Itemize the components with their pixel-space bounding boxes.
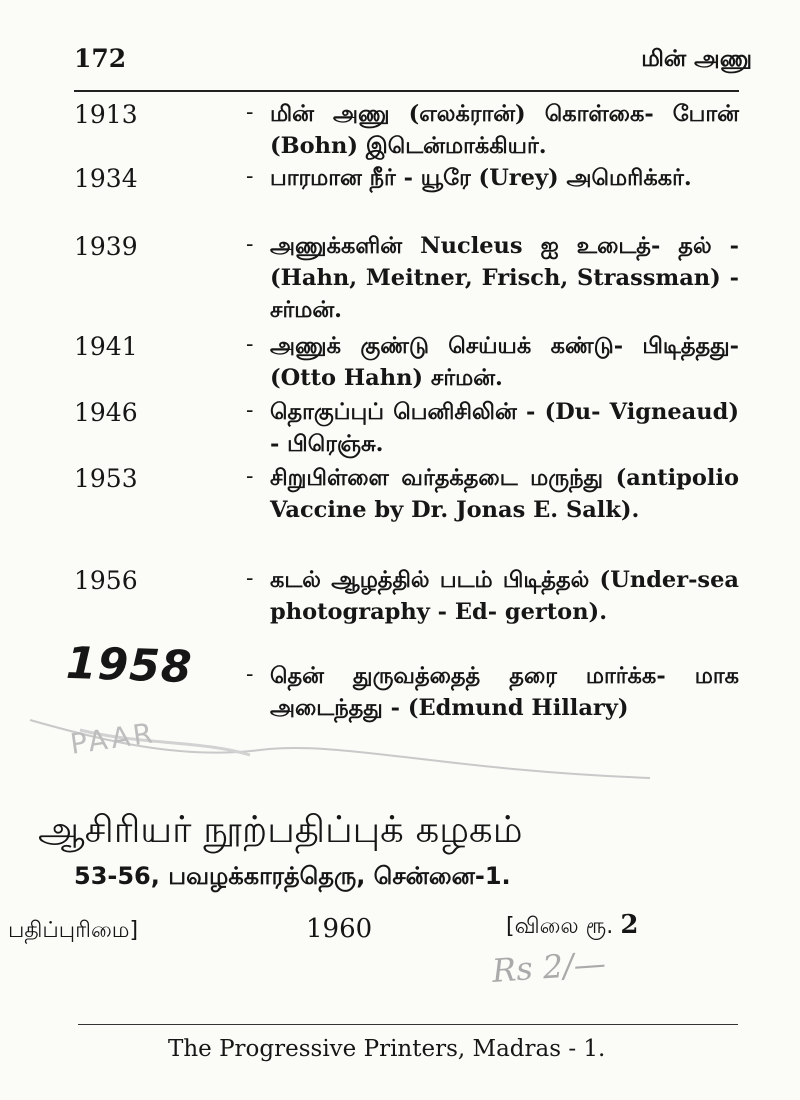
entry-dash: - [246,332,254,357]
entry-year: 1913 [74,100,138,129]
publisher-address: 53-56, பவழக்காரத்தெரு, சென்னை-1. [74,862,511,890]
entry-year: 1934 [74,164,138,193]
copyright-notice: பதிப்புரிமை] [8,918,139,943]
entry-description: தொகுப்புப் பெனிசிலின் - (Du- Vigneaud) - பிரெஞ்சு. [270,399,739,457]
entry-dash: - [246,662,254,687]
entry-description: சிறுபிள்ளை வர்தக்தடை மருந்து (antipolio Vaccine by Dr. Jonas E. Salk). [270,465,739,523]
header-rule [74,90,739,92]
printer-imprint: The Progressive Printers, Madras - 1. [168,1036,606,1062]
publication-year: 1960 [306,914,373,944]
entry-year: 1956 [74,566,138,595]
running-title: மின் அணு [641,46,752,72]
price [506,910,638,942]
entry-description: கடல் ஆழத்தில் படம் பிடித்தல் (Under-sea photography - Ed- gerton). [270,567,739,625]
entry-dash: - [246,566,254,591]
timeline-entry-1939 [74,230,739,330]
entry-dash: - [246,398,254,423]
publisher-name: ஆசிரியர் நூற்பதிப்புக் கழகம் [38,808,523,851]
entry-year: 1953 [74,464,138,493]
timeline-entry-1934 [74,162,739,230]
entry-description: அணுக்களின் Nucleus ஐ உடைத்- தல் - (Hahn, Meitner, Frisch, Strassman) - சர்மன். [270,233,739,323]
timeline-entry-1913 [74,98,739,162]
footer-rule [78,1024,738,1025]
page-number: 172 [74,44,127,73]
entry-description: அணுக் குண்டு செய்யக் கண்டு- பிடித்தது-(Otto Hahn) சர்மன். [270,333,739,391]
entry-dash: - [246,232,254,257]
entry-year: 1939 [74,232,138,261]
entry-description: மின் அணு (எலக்ரான்) கொள்கை- போன் (Bohn) இடென்மாக்கியர். [270,101,739,159]
entry-description: தென் துருவத்தைத் தரை மார்க்க- மாக அடைந்தது - (Edmund Hillary) [270,663,739,721]
entry-dash: - [246,164,254,189]
entry-dash: - [246,100,254,125]
entry-year: 1946 [74,398,138,427]
entry-year: 1941 [74,332,138,361]
timeline-entry-1953 [74,462,739,564]
timeline-entry-1941 [74,330,739,396]
entry-dash: - [246,464,254,489]
timeline-entry-1946 [74,396,739,462]
handwritten-year: 1958 [65,637,194,694]
handwritten-price: Rs 2/— [490,944,608,990]
price-value: 2 [620,910,639,940]
entry-description: பாரமான நீர் - யூரே (Urey) அமெரிக்கர். [270,165,692,191]
price-label: [விலை ரூ. [506,914,614,939]
stamp-mark: PAAR [68,716,158,761]
